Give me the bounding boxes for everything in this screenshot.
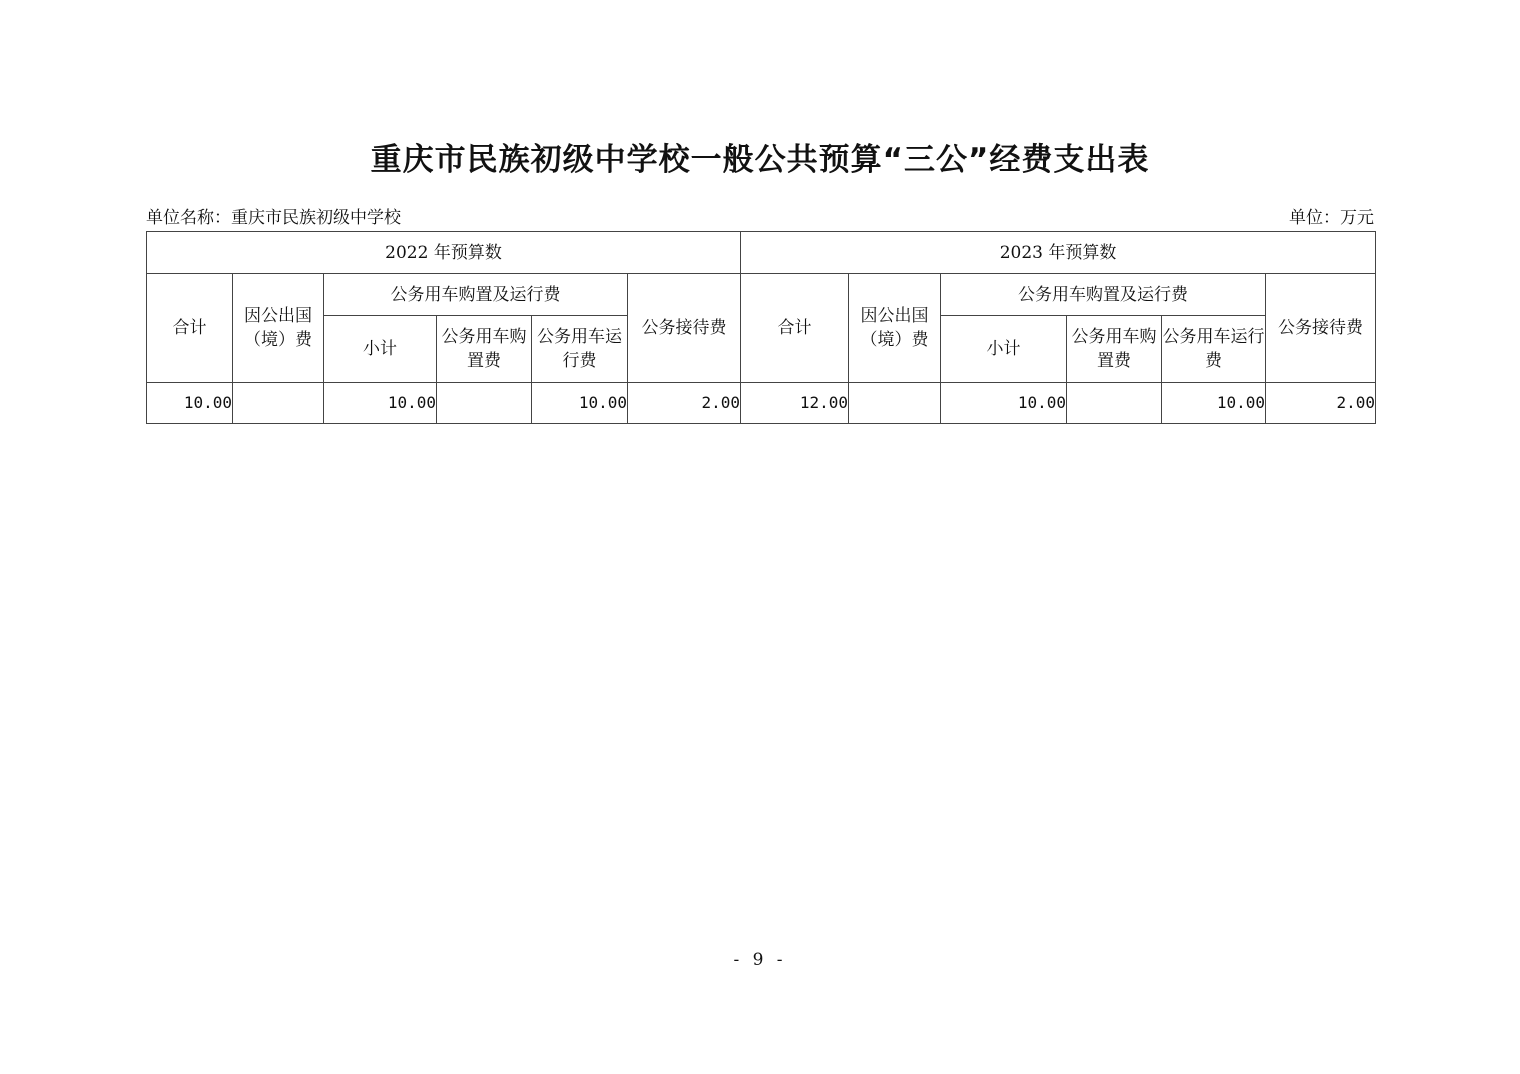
header-2023-vehicle-purchase: 公务用车购置费 xyxy=(1067,316,1162,383)
cell-2022-subtotal: 10.00 xyxy=(324,383,437,424)
header-2022-abroad: 因公出国（境）费 xyxy=(233,274,324,383)
table-header-row-categories xyxy=(147,274,1376,316)
cell-2022-vehicle-run: 10.00 xyxy=(532,383,628,424)
header-2022-budget: 2022 年预算数 xyxy=(147,232,741,274)
cell-2022-total: 10.00 xyxy=(147,383,233,424)
header-2023-abroad: 因公出国（境）费 xyxy=(849,274,941,383)
cell-2023-vehicle-purchase xyxy=(1067,383,1162,424)
page-title: 重庆市民族初级中学校一般公共预算“三公”经费支出表 xyxy=(370,142,1150,178)
table-row xyxy=(147,383,1376,424)
unit-label: 单位：万元 xyxy=(1289,208,1374,228)
header-2022-vehicle-run: 公务用车运行费 xyxy=(532,316,628,383)
cell-2022-vehicle-purchase xyxy=(437,383,532,424)
budget-table xyxy=(146,231,1376,424)
unit-name: 单位名称：重庆市民族初级中学校 xyxy=(146,208,401,228)
cell-2023-vehicle-run: 10.00 xyxy=(1162,383,1266,424)
cell-2023-reception: 2.00 xyxy=(1266,383,1376,424)
cell-2022-abroad xyxy=(233,383,324,424)
header-2023-budget: 2023 年预算数 xyxy=(741,232,1376,274)
header-2023-vehicle: 公务用车购置及运行费 xyxy=(941,274,1266,316)
header-2022-reception: 公务接待费 xyxy=(628,274,741,383)
page-number: - 9 - xyxy=(733,950,787,970)
cell-2022-reception: 2.00 xyxy=(628,383,741,424)
cell-2023-total: 12.00 xyxy=(741,383,849,424)
header-2022-vehicle-purchase: 公务用车购置费 xyxy=(437,316,532,383)
header-2023-total: 合计 xyxy=(741,274,849,383)
header-2023-subtotal: 小计 xyxy=(941,316,1067,383)
cell-2023-abroad xyxy=(849,383,941,424)
header-2023-vehicle-run: 公务用车运行费 xyxy=(1162,316,1266,383)
table-header-row-years xyxy=(147,232,1376,274)
header-2022-total: 合计 xyxy=(147,274,233,383)
cell-2023-subtotal: 10.00 xyxy=(941,383,1067,424)
header-2023-reception: 公务接待费 xyxy=(1266,274,1376,383)
header-2022-vehicle: 公务用车购置及运行费 xyxy=(324,274,628,316)
header-2022-subtotal: 小计 xyxy=(324,316,437,383)
